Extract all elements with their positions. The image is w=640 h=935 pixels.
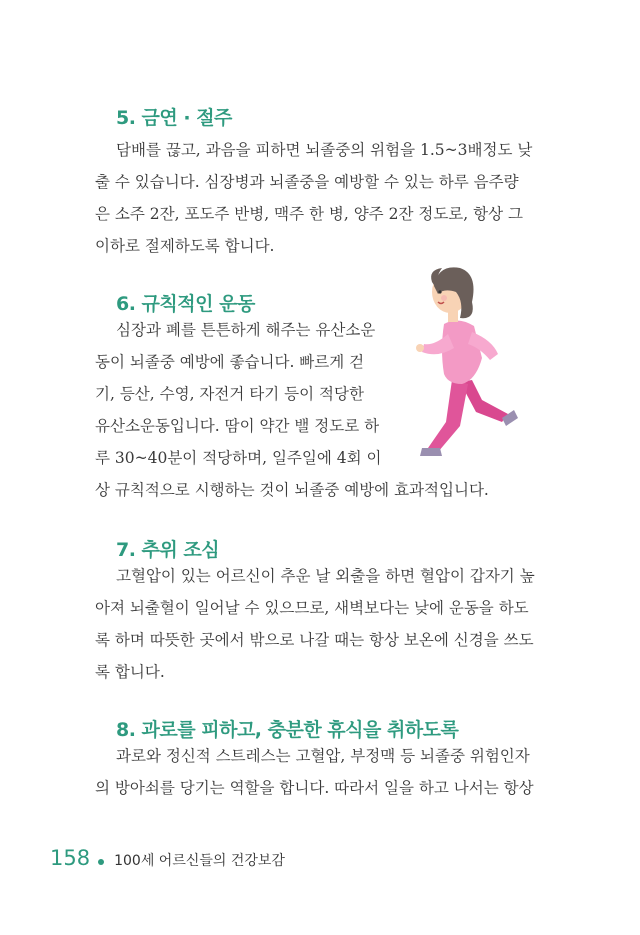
section-6-heading: 6. 규칙적인 운동 (116, 293, 255, 315)
book-title: 100세 어르신들의 건강보감 (114, 853, 285, 869)
section-5-line-1: 담배를 끊고, 과음을 피하면 뇌졸중의 위험을 1.5~3배정도 낮 (116, 141, 533, 159)
page-footer (50, 846, 285, 870)
section-7-line-2: 아져 뇌출혈이 일어날 수 있으므로, 새벽보다는 낮에 운동을 하도 (95, 599, 529, 617)
section-8-line-2: 의 방아쇠를 당기는 역할을 합니다. 따라서 일을 하고 나서는 항상 (95, 779, 534, 797)
section-8-body (95, 740, 534, 804)
section-7-body (95, 560, 535, 688)
section-7-line-1: 고혈압이 있는 어르신이 추운 날 외출을 하면 혈압이 갑자기 높 (116, 567, 535, 585)
section-5-line-4: 이하로 절제하도록 합니다. (95, 237, 275, 255)
section-7-heading: 7. 추위 조심 (116, 539, 220, 561)
section-6-line-6: 상 규칙적으로 시행하는 것이 뇌졸중 예방에 효과적입니다. (95, 481, 489, 499)
page-number: 158 (50, 846, 91, 870)
section-5-body (95, 134, 532, 262)
section-8-line-1: 과로와 정신적 스트레스는 고혈압, 부정맥 등 뇌졸중 위험인자 (116, 747, 530, 765)
section-6-line-1: 심장과 폐를 튼튼하게 해주는 유산소운 (116, 321, 376, 339)
section-5-line-3: 은 소주 2잔, 포도주 반병, 맥주 한 병, 양주 2잔 정도로, 항상 그 (95, 205, 523, 223)
section-7-line-4: 록 합니다. (95, 663, 165, 681)
section-8-heading: 8. 과로를 피하고, 충분한 휴식을 취하도록 (116, 719, 459, 741)
section-6-line-4: 유산소운동입니다. 땀이 약간 밸 정도로 하 (95, 417, 380, 435)
section-5-line-2: 출 수 있습니다. 심장병과 뇌졸중을 예방할 수 있는 하루 음주량 (95, 173, 519, 191)
bullet-dot-icon (98, 859, 104, 865)
section-7-line-3: 록 하며 따뜻한 곳에서 밖으로 나갈 때는 항상 보온에 신경을 쓰도 (95, 631, 534, 649)
running-woman-illustration (398, 262, 528, 462)
section-6-line-5: 루 30~40분이 적당하며, 일주일에 4회 이 (95, 449, 382, 467)
section-5-heading: 5. 금연 · 절주 (116, 107, 232, 129)
section-6-line-3: 기, 등산, 수영, 자전거 타기 등이 적당한 (95, 385, 364, 403)
section-6-line-2: 동이 뇌졸중 예방에 좋습니다. 빠르게 걷 (95, 353, 365, 371)
